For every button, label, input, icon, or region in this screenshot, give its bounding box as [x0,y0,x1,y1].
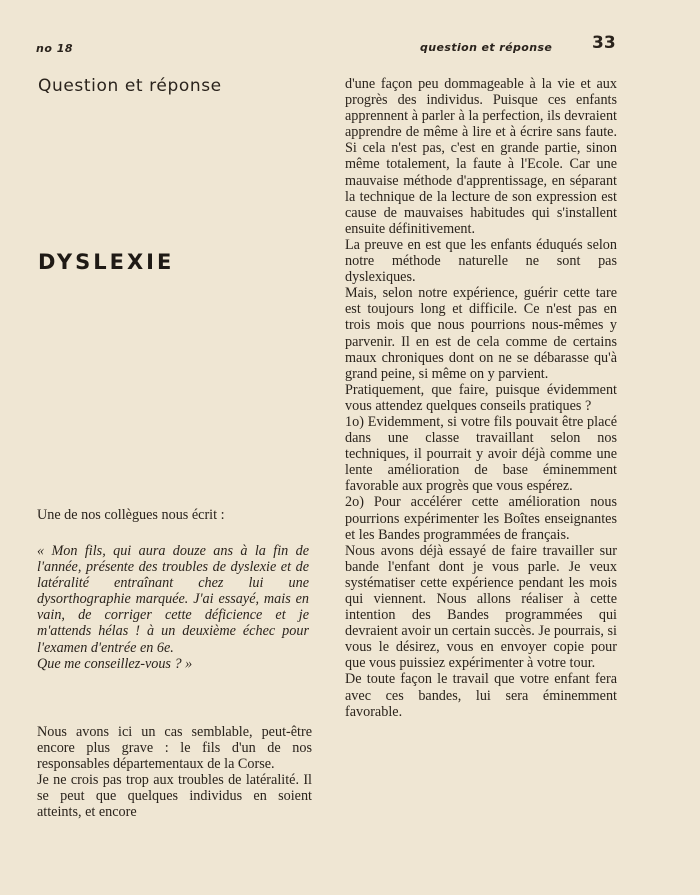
page-number: 33 [592,33,616,53]
running-header: question et réponse [420,41,553,54]
body-paragraph: La preuve en est que les enfants éduqués selon notre méthode naturelle ne sont pas dyslexiques. [345,236,617,286]
intro-text: Une de nos collègues nous écrit : [37,507,225,523]
left-column-body [37,724,312,821]
body-paragraph: Nous avons ici un cas semblable, peut-être encore plus grave : le fils d'un de nos responsables départementaux de la Corse. [37,724,312,773]
reader-letter-quote [37,543,309,672]
right-column-body [345,76,617,720]
issue-number: no 18 [36,42,74,55]
section-title: Question et réponse [38,76,222,96]
body-paragraph: Pratiquement, que faire, puisque évidemment vous attendez quelques conseils pratiques ? [345,381,617,414]
body-paragraph: Mais, selon notre expérience, guérir cette tare est toujours long et difficile. Ce n'est pas en trois mois que nous pourrions nous-mêmes y parvenir. Il en est de cela comme de certains maux chroniques dont on ne se débarasse qu'à grand peine, si même on y parvient. [345,285,617,382]
intro-line [37,507,302,523]
article-title: DYSLEXIE [38,250,175,274]
quote-paragraph: Que me conseillez-vous ? » [37,655,193,672]
body-paragraph: 2o) Pour accélérer cette amélioration nous pourrions expérimenter les Boîtes enseignantes et les Bandes programmées de français. [345,494,617,543]
body-paragraph: Je ne crois pas trop aux troubles de latéralité. Il se peut que quelques individus en soient atteints, et encore [37,772,312,821]
body-paragraph: d'une façon peu dommageable à la vie et aux progrès des individus. Puisque ces enfants apprennent à parler à la perfection, ils devraient apprendre de même à lire et à écrire sans faute. Si cela n'est pas, c'est en grande partie, sinon même totalement, la faute à l'Ecole. Car une mauvaise méthode d'apprentissage, en séparant la technique de la lecture de son expression est cause de mauvaises habitudes qui s'installent ensuite définitivement. [345,76,617,237]
body-paragraph: 1o) Evidemment, si votre fils pouvait être placé dans une classe travaillant selon nos techniques, il pourrait y avoir déjà comme une lente amélioration de base éminemment favorable aux progrès que vous espérez. [345,413,617,495]
body-paragraph: De toute façon le travail que votre enfant fera avec ces bandes, lui sera éminemment favorable. [345,671,617,720]
body-paragraph: Nous avons déjà essayé de faire travailler sur bande l'enfant dont je vous parle. Je veux systématiser cette expérience pendant les mois qui viennent. Nous allons réaliser à cette intention des Bandes programmées qui devraient avoir un certain succès. Je pourrais, si vous le désirez, vous en envoyer copie pour que vous puissiez expérimenter à votre tour. [345,542,617,672]
quote-paragraph: « Mon fils, qui aura douze ans à la fin de l'année, présente des troubles de dyslexie et de latéralité entraînant chez lui une dysorthographie marquée. J'ai essayé, mais en vain, de corriger cette déficience et je m'attends hélas ! à un deuxième échec pour l'examen d'entrée en 6e. [37,543,309,656]
